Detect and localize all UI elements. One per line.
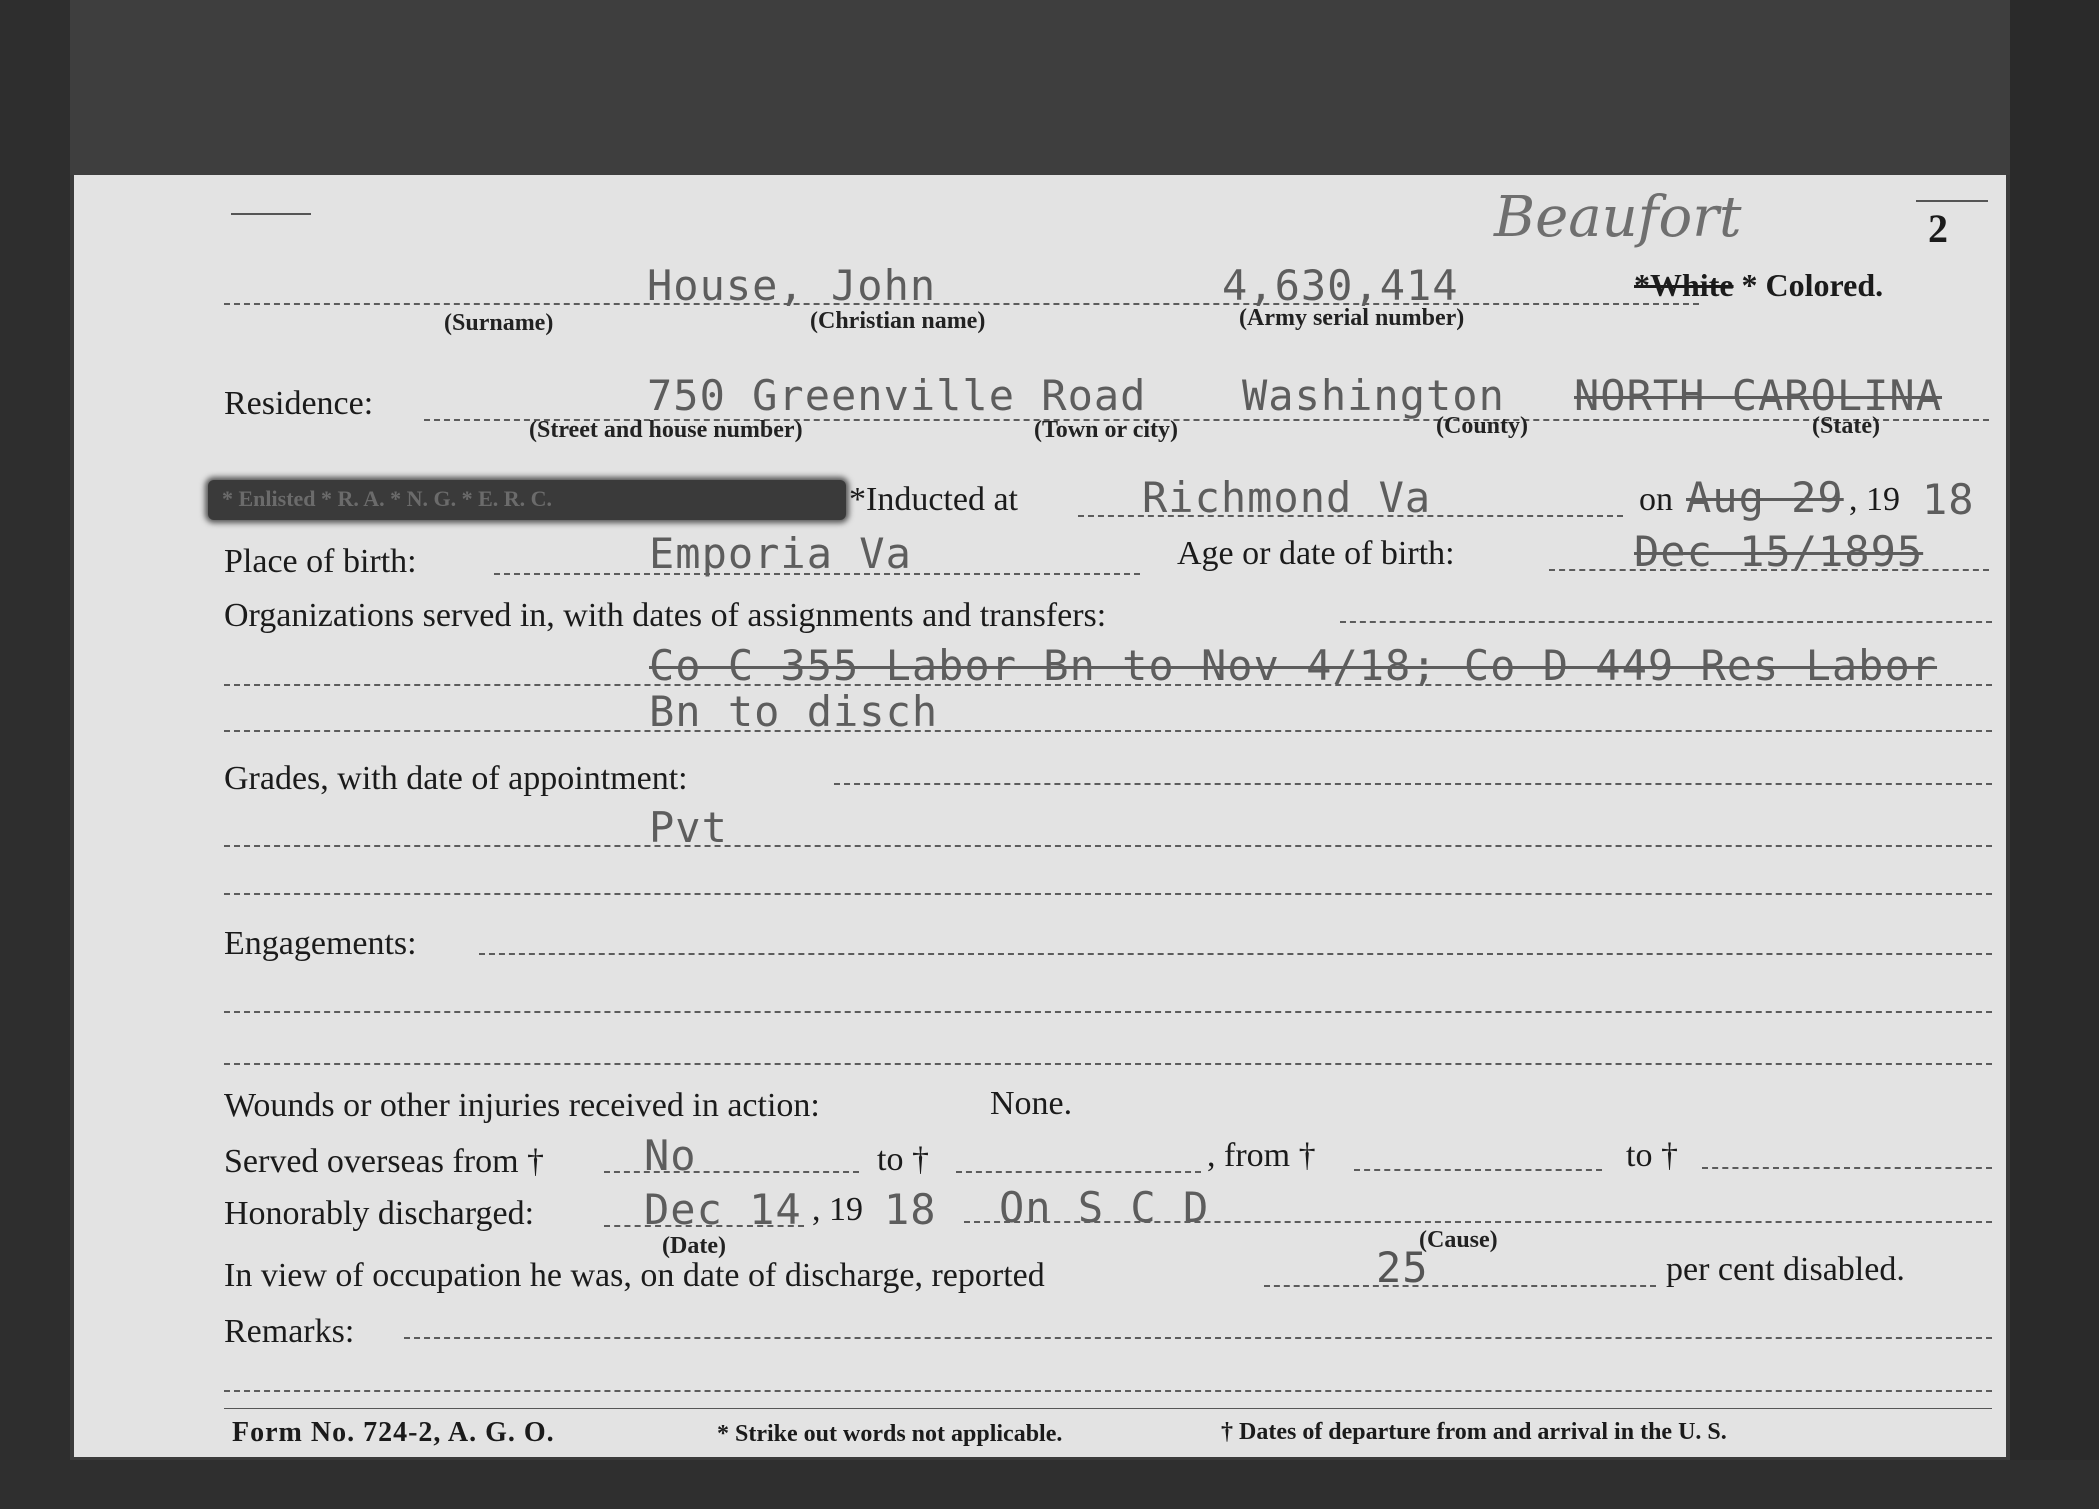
residence-street: 750 Greenville Road — [647, 371, 1147, 420]
surname-caption: (Surname) — [444, 310, 554, 336]
induction-year-prefix: , 19 — [1849, 481, 1900, 518]
background-right — [2010, 0, 2099, 1509]
overseas-to-line — [956, 1171, 1201, 1173]
name-line — [224, 303, 1699, 305]
induction-year: 18 — [1922, 475, 1975, 524]
overseas-from-line — [604, 1171, 859, 1173]
inducted-label: *Inducted at — [849, 481, 1018, 518]
race-white-struck: *White — [1634, 267, 1734, 303]
organizations-text-1: Co C 355 Labor Bn to Nov 4/18; Co D 449 Res Labor — [649, 641, 1938, 690]
residence-state: NORTH CAROLINA — [1574, 371, 1943, 420]
discharge-year: 18 — [884, 1185, 937, 1234]
enlisted-struck-text: * Enlisted * R. A. * N. G. * E. R. C. — [222, 486, 553, 511]
discharge-date-caption: (Date) — [662, 1233, 726, 1259]
disability-suffix: per cent disabled. — [1666, 1251, 1905, 1288]
service-record-card — [74, 175, 2006, 1457]
overseas-from2-line — [1354, 1169, 1602, 1171]
handwritten-county: Beaufort — [1494, 185, 1742, 250]
discharge-date: Dec 14 — [644, 1185, 802, 1234]
disability-percent: 25 — [1376, 1243, 1429, 1292]
grades-label: Grades, with date of appointment: — [224, 760, 688, 797]
induction-date: Aug 29 — [1686, 473, 1844, 522]
engagements-line-2 — [224, 1011, 1992, 1013]
disability-label: In view of occupation he was, on date of discharge, reported — [224, 1257, 1045, 1294]
birthplace-label: Place of birth: — [224, 543, 417, 580]
grades-line-2 — [224, 845, 1992, 847]
remarks-line-2 — [224, 1390, 1992, 1392]
army-serial-number: 4,630,414 — [1222, 261, 1459, 310]
overseas-from2-label: , from † — [1207, 1137, 1316, 1174]
overseas-to2-label: to † — [1626, 1137, 1678, 1174]
disability-line — [1264, 1285, 1656, 1287]
wounds-value: None. — [990, 1085, 1073, 1122]
state-caption: (State) — [1812, 413, 1880, 439]
engagements-label: Engagements: — [224, 925, 417, 962]
background-left — [0, 0, 70, 1509]
birthplace: Emporia Va — [649, 529, 912, 578]
birthdate-label: Age or date of birth: — [1177, 535, 1455, 572]
residence-town: Washington — [1242, 371, 1505, 420]
remarks-label: Remarks: — [224, 1313, 355, 1350]
christian-name-caption: (Christian name) — [810, 308, 986, 334]
grades-line-1 — [834, 783, 1992, 785]
grades-line-3 — [224, 893, 1992, 895]
overseas-label: Served overseas from † — [224, 1143, 545, 1180]
grade-value: Pvt — [649, 803, 728, 852]
engagements-line-1 — [479, 953, 1992, 955]
discharge-cause-caption: (Cause) — [1419, 1227, 1498, 1253]
background-top — [0, 0, 2099, 175]
induction-place: Richmond Va — [1142, 473, 1432, 522]
top-right-rule — [1916, 200, 1988, 202]
town-caption: (Town or city) — [1034, 417, 1178, 443]
race-label — [1634, 267, 1883, 304]
background-bottom — [0, 1460, 2099, 1509]
race-colored: * Colored. — [1741, 267, 1884, 303]
form-number: Form No. 724-2, A. G. O. — [232, 1417, 555, 1448]
engagements-line-3 — [224, 1063, 1992, 1065]
discharge-label: Honorably discharged: — [224, 1195, 535, 1232]
soldier-name: House, John — [647, 261, 937, 310]
discharge-year-prefix: , 19 — [812, 1191, 863, 1228]
organizations-line-3 — [224, 730, 1992, 732]
redacted-enlisted-text — [208, 480, 846, 520]
organizations-text-2: Bn to disch — [649, 687, 939, 736]
residence-label: Residence: — [224, 385, 374, 422]
street-caption: (Street and house number) — [529, 417, 803, 443]
overseas-from-value: No — [644, 1131, 697, 1180]
remarks-line-1 — [404, 1337, 1992, 1339]
card-number: 2 — [1928, 206, 1948, 251]
footer-note-dates: † Dates of departure from and arrival in the U. S. — [1221, 1419, 1727, 1445]
overseas-to-label: to † — [877, 1141, 929, 1178]
wounds-label: Wounds or other injuries received in action: — [224, 1087, 820, 1124]
county-caption: (County) — [1436, 413, 1529, 439]
organizations-label: Organizations served in, with dates of assignments and transfers: — [224, 597, 1107, 634]
serial-caption: (Army serial number) — [1239, 305, 1465, 331]
top-left-rule — [231, 213, 311, 215]
birthdate: Dec 15/1895 — [1634, 527, 1924, 576]
footer-rule — [224, 1408, 1992, 1409]
footer-note-strike: * Strike out words not applicable. — [717, 1421, 1063, 1447]
organizations-line-1 — [1340, 621, 1992, 623]
on-label: on — [1639, 481, 1673, 518]
overseas-to2-line — [1702, 1167, 1992, 1169]
discharge-cause: On S C D — [999, 1183, 1210, 1232]
